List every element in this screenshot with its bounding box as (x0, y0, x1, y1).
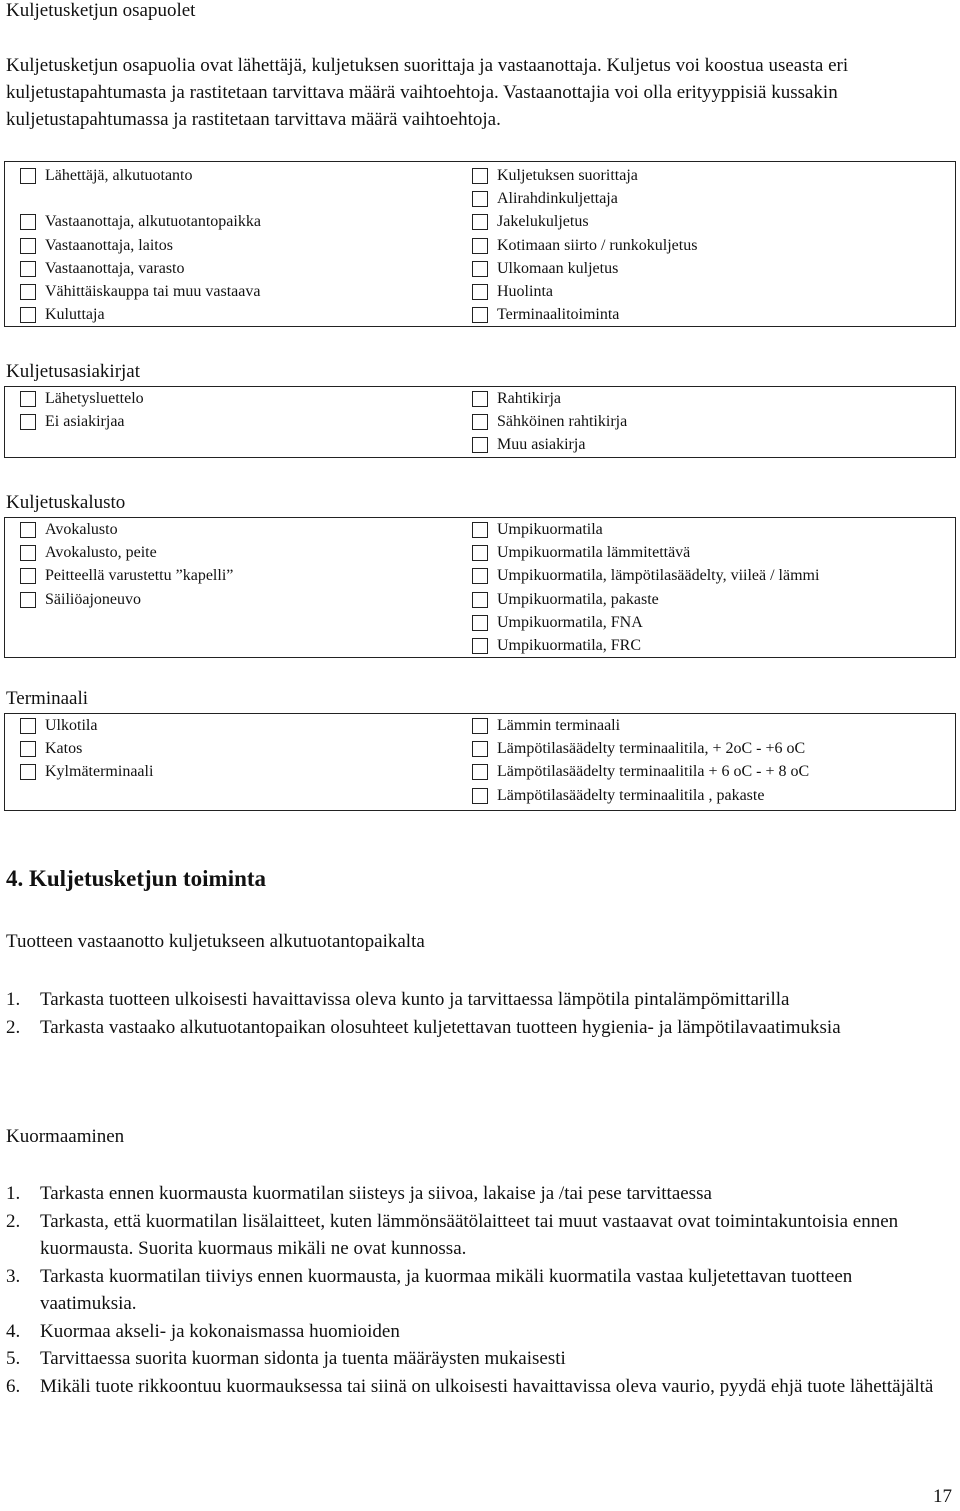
list-item (6, 1318, 946, 1346)
checkbox-option[interactable] (469, 164, 697, 187)
checkbox-label: Katos (45, 739, 83, 757)
checkbox-icon[interactable] (20, 764, 36, 780)
intro-paragraph: Kuljetusketjun osapuolia ovat lähettäjä, kuljetuksen suorittaja ja vastaanottaja. Kuljetus voi koostua useasta eri kuljetustapahtumasta ja rastitetaan tarvittava määrä vaihtoehtoja. Vastaanottajia voi olla erityyppisiä kussakin kuljetustapahtumassa ja rastitetaan tarvittava määrä vaihtoehtoja. (6, 55, 849, 130)
checkbox-option[interactable] (17, 387, 144, 410)
checkbox-label: Sähköinen rahtikirja (497, 412, 628, 430)
checkbox-option[interactable] (17, 164, 261, 187)
checkbox-label: Alirahdinkuljettaja (497, 189, 618, 207)
checkbox-icon[interactable] (472, 788, 488, 804)
checkbox-label: Peitteellä varustettu ”kapelli” (45, 567, 234, 585)
checkbox-icon[interactable] (20, 214, 36, 230)
list-item-text: Mikäli tuote rikkoontuu kuormauksessa tai siinä on ulkoisesti havaittavissa oleva vaurio, pyydä ehjä tuote lähettäjältä (40, 1375, 934, 1397)
equipment-box (4, 517, 956, 658)
checkbox-icon[interactable] (472, 238, 488, 254)
list-item-number: 2. (6, 1016, 21, 1038)
list-item-number: 4. (6, 1320, 21, 1342)
checkbox-option[interactable] (17, 588, 233, 611)
checkbox-label: Muu asiakirja (497, 436, 586, 454)
list-item-number: 5. (6, 1348, 21, 1369)
list-item-number: 1. (6, 1183, 21, 1204)
checkbox-icon[interactable] (472, 545, 488, 561)
checkbox-label: Ulkotila (45, 716, 98, 734)
checkbox-label: Umpikuormatila lämmitettävä (497, 543, 691, 561)
checkbox-icon[interactable] (20, 284, 36, 300)
checkbox-label: Jakelukuljetus (497, 213, 589, 231)
checkbox-option[interactable] (469, 280, 697, 303)
checkbox-option[interactable] (469, 434, 627, 457)
equipment-label: Kuljetuskalusto (6, 492, 126, 513)
checkbox-icon[interactable] (20, 545, 36, 561)
checkbox-icon[interactable] (472, 437, 488, 453)
checkbox-option[interactable] (469, 211, 697, 234)
checkbox-label: Kylmäterminaali (45, 763, 154, 781)
checkbox-label: Avokalusto, peite (45, 543, 157, 561)
checkbox-icon[interactable] (472, 391, 488, 407)
checkbox-icon[interactable] (472, 522, 488, 538)
section-4-heading: 4. Kuljetusketjun toiminta (6, 866, 267, 891)
loading-title: Kuormaaminen (6, 1126, 125, 1147)
terminal-right-column (469, 714, 809, 807)
checkbox-label: Säiliöajoneuvo (45, 590, 141, 608)
equipment-right-column (469, 518, 819, 658)
checkbox-icon[interactable] (472, 718, 488, 734)
checkbox-icon[interactable] (20, 592, 36, 608)
page-number: 17 (933, 1486, 952, 1507)
terminal-label: Terminaali (6, 688, 89, 709)
equipment-left-column (17, 518, 233, 611)
checkbox-icon[interactable] (472, 764, 488, 780)
checkbox-icon[interactable] (20, 391, 36, 407)
documents-box (4, 386, 956, 458)
parties-right-column (469, 164, 697, 327)
list-item-text: Tarkasta tuotteen ulkoisesti havaittavissa oleva kunto ja tarvittaessa lämpötila pintalämpömittarilla (40, 989, 790, 1010)
checkbox-label: Umpikuormatila (497, 520, 603, 538)
list-item-text: Tarkasta kuormatilan tiiviys ennen kuormausta, ja kuormaa mikäli kuormatila vastaa kuljetettavan tuotteen vaatimuksia. (40, 1265, 853, 1314)
list-item-text: Tarkasta, että kuormatilan lisälaitteet, kuten lämmönsäätölaitteet tai muut vastaavat ovat toimintakuntoisia ennen kuormausta. Suorita kuormaus mikäli ne ovat kunnossa. (40, 1210, 899, 1259)
checkbox-label: Ei asiakirjaa (45, 412, 125, 430)
checkbox-icon[interactable] (472, 261, 488, 277)
checkbox-option[interactable] (17, 518, 233, 541)
checkbox-option[interactable] (17, 761, 153, 784)
checkbox-label: Ulkomaan kuljetus (497, 259, 619, 277)
checkbox-option[interactable] (17, 257, 261, 280)
checkbox-option[interactable] (17, 714, 153, 737)
list-item (6, 1373, 946, 1401)
checkbox-label: Umpikuormatila, lämpötilasäädelty, viileä / lämmi (497, 567, 820, 585)
documents-label: Kuljetusasiakirjat (6, 361, 141, 382)
checkbox-icon[interactable] (20, 522, 36, 538)
receive-list (6, 986, 946, 1041)
documents-left-column (17, 387, 144, 434)
checkbox-option[interactable] (17, 541, 233, 564)
checkbox-option[interactable] (469, 234, 697, 257)
checkbox-option[interactable] (469, 634, 819, 657)
checkbox-option[interactable] (469, 518, 819, 541)
checkbox-icon[interactable] (20, 261, 36, 277)
checkbox-icon[interactable] (472, 191, 488, 207)
checkbox-option[interactable] (469, 737, 809, 760)
checkbox-icon[interactable] (20, 307, 36, 323)
checkbox-label: Lämpötilasäädelty terminaalitila , pakaste (497, 786, 765, 804)
checkbox-label: Umpikuormatila, pakaste (497, 590, 659, 608)
checkbox-option[interactable] (469, 304, 697, 327)
checkbox-option[interactable] (469, 387, 627, 410)
checkbox-icon[interactable] (472, 638, 488, 654)
documents-right-column (469, 387, 627, 457)
checkbox-icon[interactable] (20, 238, 36, 254)
checkbox-icon[interactable] (472, 284, 488, 300)
checkbox-option[interactable] (469, 784, 809, 807)
list-item-number: 1. (6, 989, 21, 1010)
checkbox-label: Terminaalitoiminta (497, 306, 620, 324)
parties-left-column (17, 164, 261, 327)
list-item-text: Tarkasta vastaako alkutuotantopaikan olosuhteet kuljetettavan tuotteen hygienia- ja lämpötilavaatimuksia (40, 1016, 841, 1038)
checkbox-label: Kuljetuksen suorittaja (497, 166, 638, 184)
checkbox-option[interactable] (17, 211, 261, 234)
checkbox-icon[interactable] (20, 568, 36, 584)
list-item (6, 1263, 946, 1318)
checkbox-option[interactable] (17, 737, 153, 760)
list-item-number: 2. (6, 1210, 21, 1232)
checkbox-label: Vastaanottaja, laitos (45, 236, 173, 254)
list-item-text: Tarkasta ennen kuormausta kuormatilan siisteys ja siivoa, lakaise ja /tai pese tarvittaessa (40, 1183, 712, 1204)
checkbox-label: Vastaanottaja, alkutuotantopaikka (45, 213, 261, 231)
checkbox-option[interactable] (469, 588, 819, 611)
checkbox-icon[interactable] (472, 214, 488, 230)
section-title-parties: Kuljetusketjun osapuolet (6, 0, 196, 21)
list-item-text: Kuormaa akseli- ja kokonaismassa huomioiden (40, 1320, 400, 1342)
checkbox-icon[interactable] (20, 414, 36, 430)
checkbox-label: Lämmin terminaali (497, 716, 621, 734)
checkbox-label: Vähittäiskauppa tai muu vastaava (45, 283, 261, 301)
checkbox-icon[interactable] (472, 568, 488, 584)
checkbox-option[interactable] (469, 611, 819, 634)
spacer (17, 187, 261, 210)
checkbox-label: Avokalusto (45, 520, 118, 538)
list-item-text: Tarvittaessa suorita kuorman sidonta ja tuenta määräysten mukaisesti (40, 1348, 566, 1369)
checkbox-option[interactable] (17, 565, 233, 588)
checkbox-option[interactable] (469, 541, 819, 564)
list-item (6, 986, 946, 1014)
checkbox-label: Umpikuormatila, FNA (497, 613, 643, 631)
checkbox-icon[interactable] (472, 168, 488, 184)
checkbox-label: Kotimaan siirto / runkokuljetus (497, 236, 698, 254)
checkbox-icon[interactable] (20, 718, 36, 734)
checkbox-option[interactable] (469, 410, 627, 433)
checkbox-icon[interactable] (472, 414, 488, 430)
checkbox-label: Umpikuormatila, FRC (497, 637, 641, 655)
checkbox-label: Lämpötilasäädelty terminaalitila, + 2oC - +6 oC (497, 739, 806, 757)
list-item (6, 1180, 946, 1208)
checkbox-option[interactable] (469, 257, 697, 280)
checkbox-icon[interactable] (472, 592, 488, 608)
checkbox-label: Vastaanottaja, varasto (45, 259, 185, 277)
checkbox-icon[interactable] (20, 741, 36, 757)
loading-list (6, 1180, 946, 1400)
checkbox-option[interactable] (469, 565, 819, 588)
terminal-left-column (17, 714, 153, 784)
terminal-box (4, 713, 956, 811)
checkbox-label: Lämpötilasäädelty terminaalitila + 6 oC - + 8 oC (497, 763, 810, 781)
checkbox-icon[interactable] (472, 615, 488, 631)
checkbox-label: Kuluttaja (45, 306, 105, 324)
receive-title: Tuotteen vastaanotto kuljetukseen alkutuotantopaikalta (6, 931, 425, 952)
checkbox-option[interactable] (17, 410, 144, 433)
checkbox-label: Lähetysluettelo (45, 389, 144, 407)
checkbox-icon[interactable] (472, 741, 488, 757)
checkbox-icon[interactable] (472, 307, 488, 323)
checkbox-label: Huolinta (497, 283, 553, 301)
checkbox-option[interactable] (17, 304, 261, 327)
checkbox-option[interactable] (17, 234, 261, 257)
checkbox-label: Lähettäjä, alkutuotanto (45, 166, 193, 184)
checkbox-icon[interactable] (20, 168, 36, 184)
checkbox-option[interactable] (469, 761, 809, 784)
list-item (6, 1208, 946, 1263)
list-item-number: 6. (6, 1375, 21, 1397)
list-item-number: 3. (6, 1265, 21, 1287)
checkbox-option[interactable] (17, 280, 261, 303)
checkbox-option[interactable] (469, 714, 809, 737)
list-item (6, 1345, 946, 1373)
checkbox-option[interactable] (469, 187, 697, 210)
checkbox-label: Rahtikirja (497, 389, 561, 407)
parties-box (4, 161, 956, 327)
list-item (6, 1014, 946, 1042)
